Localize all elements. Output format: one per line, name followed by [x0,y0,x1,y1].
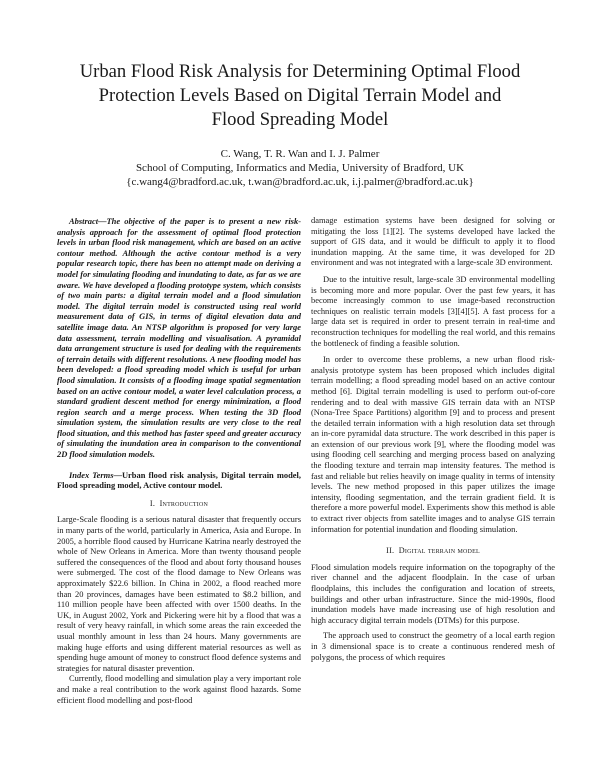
title-line-2: Protection Levels Based on Digital Terrain Model and [98,85,502,106]
section-1-paragraph-5: In order to overcome these problems, a new urban flood risk-analysis prototype system has been proposed which includes digital terrain modelling; a flood spreading model based on an active contour method [6]. Digital terrain modelling is used to perform out-of-core rendering and to deal with massive GIS terrain data with an NTSP (Nona-Tree Space Partitions) algorithm [9] and to process and present the detailed terrain information with a high resolution data set through an in-core pyramidal data structure. The work described in this paper is an extension of our previous work [9], where the flooding model was using flooding cell searching and merging process based on analyzing the flooding texture and terrain map intensity features. The method is fast and reliable but relies heavily on image quality in terms of intensity levels. The new method proposed in this paper utilizes the image intensity, flooding segmentation, and the terrain gradient field. It is therefore a more powerful model. Experiments show this method is able to extract river objects from satellite images and to analyse GIS terrain information for potential inundation and flooding simulation. [311,354,555,534]
author-names: C. Wang, T. R. Wan and I. J. Palmer [220,148,380,160]
section-2-title: Digital terrain model [398,546,480,556]
left-column [57,216,301,705]
author-emails: {c.wang4@bradford.ac.uk, t.wan@bradford.ac.uk, i.j.palmer@bradford.ac.uk} [126,176,474,188]
index-terms [57,470,301,491]
section-2-number: II. [386,546,395,556]
index-terms-label: Index Terms [69,469,114,480]
section-1-paragraph-2: Currently, flood modelling and simulation play a very important role and make a real contribution to the work against flood hazards. Some efficient flood modelling and post-flood [57,673,301,705]
section-2-paragraph-1: Flood simulation models require information on the topography of the river channel and the adjacent floodplain. In the case of urban floodplains, this includes the configuration and location of streets, buildings and other urban infrastructure. Since the mid-1990s, flood inundation models have made increasing use of high resolution and high accuracy digital terrain models (DTMs) for this purpose. [311,561,555,625]
paper-title [40,60,560,132]
right-column [311,215,555,662]
section-1-paragraph-3: damage estimation systems have been designed for solving or mitigating the loss [1][2]. The systems developed have lacked the support of GIS data, and it would be difficult to apply it to flood inundation mapping. At the same time, it was developed for 2D environment and was not integrated with a large-scale 3D environment. [311,215,555,268]
title-line-1: Urban Flood Risk Analysis for Determining Optimal Flood [79,61,521,82]
index-terms-text: —Urban flood risk analysis, Digital terrain model, Flood spreading model, Active contour model. [57,469,301,491]
section-1-paragraph-4: Due to the intuitive result, large-scale 3D environmental modelling is becoming more and more popular. Over the past few years, it has become increasingly common to use image-based reconstruction techniques on realistic terrain models [3][4][5]. A fast process for a large data set is required in order to present terrain in real-time and reconstruction techniques for modelling the real world, and this remains the bottleneck of finding a feasible solution. [311,273,555,348]
abstract-text: —The objective of the paper is to present a new risk-analysis approach for the assessment of optimal flood protection levels in urban flood risk management, which are based on an active contour method. Although the active contour method is a very popular research topic, there has been no attempt made on deriving a model for simulating flooding and inundating to date, as far as we are aware. We have developed a flooding prototype system, which consists of two main parts: a digital terrain model and a flood simulation model. The digital terrain model is constructed using real world measurement data of GIS, in terms of digital elevation data and satellite image data. An NTSP algorithm is proposed for very large data assessment, terrain modelling and visualisation. A pyramidal data arrangement structure is used for dealing with the requirements of terrain details with different resolutions. A new flooding model has been developed: a flood spreading model which is useful for urban flood simulation. It consists of a flooding image spatial segmentation based on an active contour model, a water level calculation process, a standard gradient descent method for energy minimization, a flood region search and a merge process. When testing the 3D flood simulation system, the simulation results are very close to the real flood situation, and this method has faster speed and greater accuracy of simulating the inundation area in comparison to the conventional 2D flood simulation models. [57,216,301,460]
author-affiliation: School of Computing, Informatics and Media, University of Bradford, UK [135,162,465,174]
section-1-paragraph-1: Large-Scale flooding is a serious natural disaster that frequently occurs in many parts of the world, particularly in America, Asia and Europe. In 2005, a horrible flood caused by Hurricane Katrina nearly destroyed the whole of New Orleans in America. More than twenty thousand people suffered the consequences of the flood and about forty thousand houses were submerged. The cost of the flood damage to New Orleans was approximately $22.6 billion. In China in 2002, a flood reached more than 20 provinces, damages have been estimated to $8.2 billion, and 110 million people have been affected with over 1500 deaths. In the UK, in August 2002, York and Pickering were hit by a flood that was a result of very heavy rainfall, in which some areas the rain exceeded the usual monthly amount in less than 24 hours. Many governments are making huge efforts and using different material resources as well as spending huge amount of money to construct flood defence systems and strategies for natural disaster prevention. [57,514,301,673]
section-1-number: I. [149,498,156,508]
abstract-label: Abstract [69,216,99,226]
title-line-3: Flood Spreading Model [211,109,389,130]
section-2-heading [311,546,555,557]
section-1-title: Introduction [159,498,209,508]
section-2-paragraph-2: The approach used to construct the geometry of a local earth region in 3 dimensional space is to create a continuous rendered mesh of polygons, the process of which requires [311,630,555,662]
section-1-heading [57,499,301,510]
abstract [57,216,301,460]
author-block [40,147,560,189]
